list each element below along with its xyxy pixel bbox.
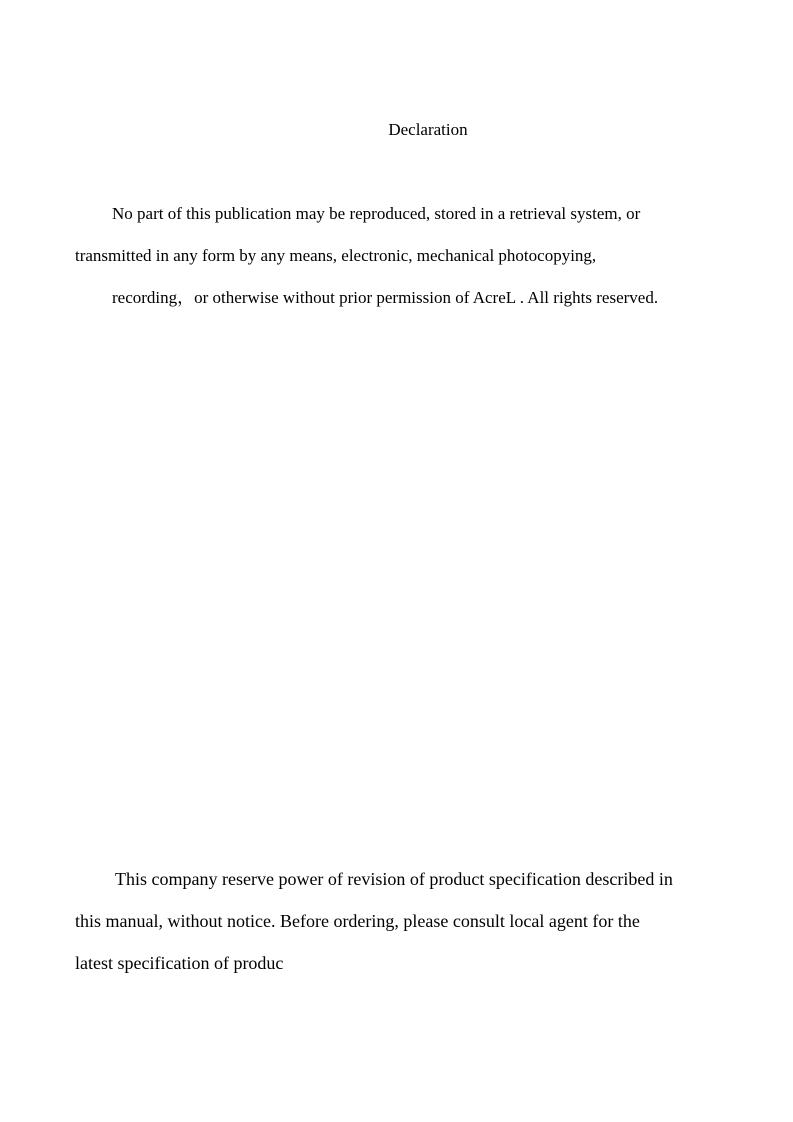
notice-line-2: this manual, without notice. Before ordering, please consult local agent for the <box>75 911 640 931</box>
notice-line-1: This company reserve power of revision of product specification described in <box>115 869 673 889</box>
declaration-line-2: transmitted in any form by any means, electronic, mechanical photocopying, <box>75 246 597 265</box>
declaration-line-3: recording，or otherwise without prior permission of AcreL . All rights reserved. <box>112 288 659 307</box>
declaration-title: Declaration <box>388 120 468 139</box>
notice-line-3: latest specification of produc <box>75 953 284 973</box>
declaration-line-1: No part of this publication may be reproduced, stored in a retrieval system, or <box>112 204 641 223</box>
